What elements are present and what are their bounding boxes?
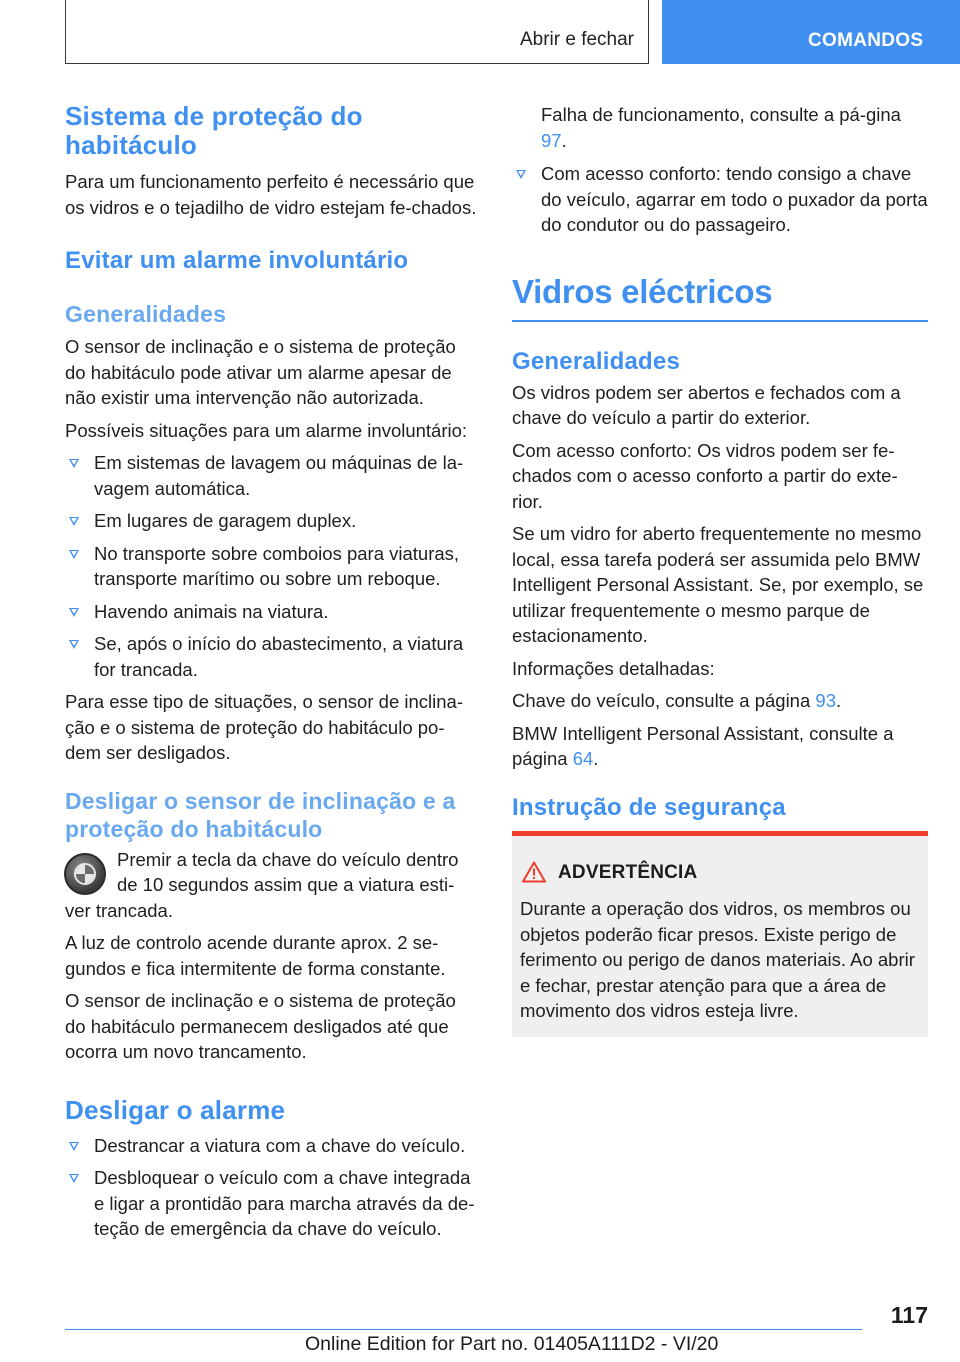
- page-link-97[interactable]: 97: [541, 129, 562, 151]
- bullet-triangle-icon: [69, 459, 79, 468]
- paragraph-chave-ref: Chave do veículo, consulte a página 93.: [512, 690, 842, 711]
- paragraph-assistant-ref: BMW Intelligent Personal Assistant, consulte a página 64.: [512, 722, 894, 769]
- bullet-triangle-icon: [69, 608, 79, 617]
- paragraph-vidros1: Os vidros podem ser abertos e fechados com a chave do veículo a partir do exterior.: [512, 381, 901, 428]
- paragraph-tecla: Premir a tecla da chave do veículo dentro de 10 segundos assim que a viatura esti-ver trancada.: [65, 848, 459, 921]
- heading-desligar-alarme: Desligar o alarme: [65, 1094, 286, 1125]
- paragraph-vidros2: Com acesso conforto: Os vidros podem ser fe-chados com o acesso conforto a partir do exte-rior.: [512, 439, 898, 512]
- heading-generalidades-left: Generalidades: [65, 301, 227, 327]
- paragraph-vidros3: Se um vidro for aberto frequentemente no mesmo local, essa tarefa poderá ser assumida pelo BMW Intelligent Personal Assistant. Se, por exemplo, se utilizar frequentemente o mesmo parque de estacionamento.: [512, 523, 924, 646]
- heading-vidros-electricos: Vidros eléctricos: [512, 272, 773, 310]
- situations-list: [65, 450, 477, 682]
- footer-rule: [65, 1329, 862, 1330]
- right-column: [512, 102, 928, 822]
- warning-text: Durante a operação dos vidros, os membros ou objetos poderão ficar presos. Existe perigo de ferimento ou perigo de danos materiais. Ao abrir e fechar, prestar atenção para que a área de movimento dos vidros esteja livre.: [520, 898, 915, 1021]
- paragraph-sensor: O sensor de inclinação e o sistema de proteção do habitáculo permanecem desligados até que ocorra um novo trancamento.: [65, 990, 456, 1062]
- footer-edition: Online Edition for Part no. 01405A111D2 - VI/20: [305, 1333, 719, 1355]
- paragraph-luz: A luz de controlo acende durante aprox. 2 se-gundos e fica intermitente de forma constante.: [65, 932, 446, 979]
- list-item: No transporte sobre comboios para viaturas, transporte marítimo ou sobre um reboque.: [65, 541, 477, 592]
- list-item: Em sistemas de lavagem ou máquinas de la-vagem automática.: [65, 450, 477, 501]
- warning-box: [512, 831, 928, 1037]
- list-item: Em lugares de garagem duplex.: [65, 508, 477, 534]
- bullet-triangle-icon: [69, 1142, 79, 1151]
- list-item: Com acesso conforto: tendo consigo a chave do veículo, agarrar em todo o puxador da porta do condutor ou do passageiro.: [512, 161, 928, 238]
- page-link-64[interactable]: 64: [572, 748, 594, 769]
- warning-title: ADVERTÊNCIA: [558, 862, 698, 883]
- heading-desligar-sensor: Desligar o sensor de inclinação e a proteção do habitáculo: [65, 787, 456, 842]
- alarm-list: [65, 1133, 477, 1242]
- bullet-triangle-icon: [516, 170, 526, 179]
- bullet-triangle-icon: [69, 640, 79, 649]
- list-item: Destrancar a viatura com a chave do veículo.: [65, 1133, 477, 1159]
- bmw-key-icon: [64, 853, 106, 895]
- chapter-tab-label: COMANDOS: [808, 30, 924, 51]
- paragraph-protecao: Para um funcionamento perfeito é necessário que os vidros e o tejadilho de vidro estejam fe-chados.: [65, 171, 477, 218]
- chapter-tab[interactable]: [662, 0, 960, 64]
- warning-triangle-icon: [522, 861, 546, 883]
- list-item: Se, após o início do abastecimento, a viatura for trancada.: [65, 631, 477, 682]
- list-item: Desbloquear o veículo com a chave integrada e ligar a prontidão para marcha através da de-teção de emergência da chave do veículo.: [65, 1165, 477, 1242]
- bullet-triangle-icon: [69, 550, 79, 559]
- heading-protecao: Sistema de proteção do habitáculo: [65, 101, 363, 160]
- heading-generalidades-right: Generalidades: [512, 347, 681, 375]
- paragraph-gen2: Possíveis situações para um alarme involuntário:: [65, 419, 468, 441]
- section-rule: [512, 320, 928, 322]
- paragraph-gen1: O sensor de inclinação e o sistema de proteção do habitáculo pode ativar um alarme apesar de não existir uma intervenção não autorizada.: [65, 336, 456, 408]
- list-item: Havendo animais na viatura.: [65, 599, 477, 625]
- bullet-triangle-icon: [69, 517, 79, 526]
- paragraph-gen3: Para esse tipo de situações, o sensor de inclina-ção e o sistema de proteção do habitáculo po-dem ser desligados.: [65, 691, 463, 763]
- page-link-93[interactable]: 93: [815, 690, 836, 711]
- paragraph-info: Informações detalhadas:: [512, 657, 715, 679]
- heading-seguranca: Instrução de segurança: [512, 793, 786, 821]
- continued-item: Falha de funcionamento, consulte a pá-gina 97.: [541, 104, 901, 151]
- bullet-triangle-icon: [69, 1174, 79, 1183]
- left-column: [65, 102, 477, 1242]
- heading-evitar-alarme: Evitar um alarme involuntário: [65, 247, 409, 274]
- warning-header: [520, 858, 920, 888]
- page-number: 117: [890, 1302, 928, 1328]
- header-section-title: Abrir e fechar: [519, 29, 634, 50]
